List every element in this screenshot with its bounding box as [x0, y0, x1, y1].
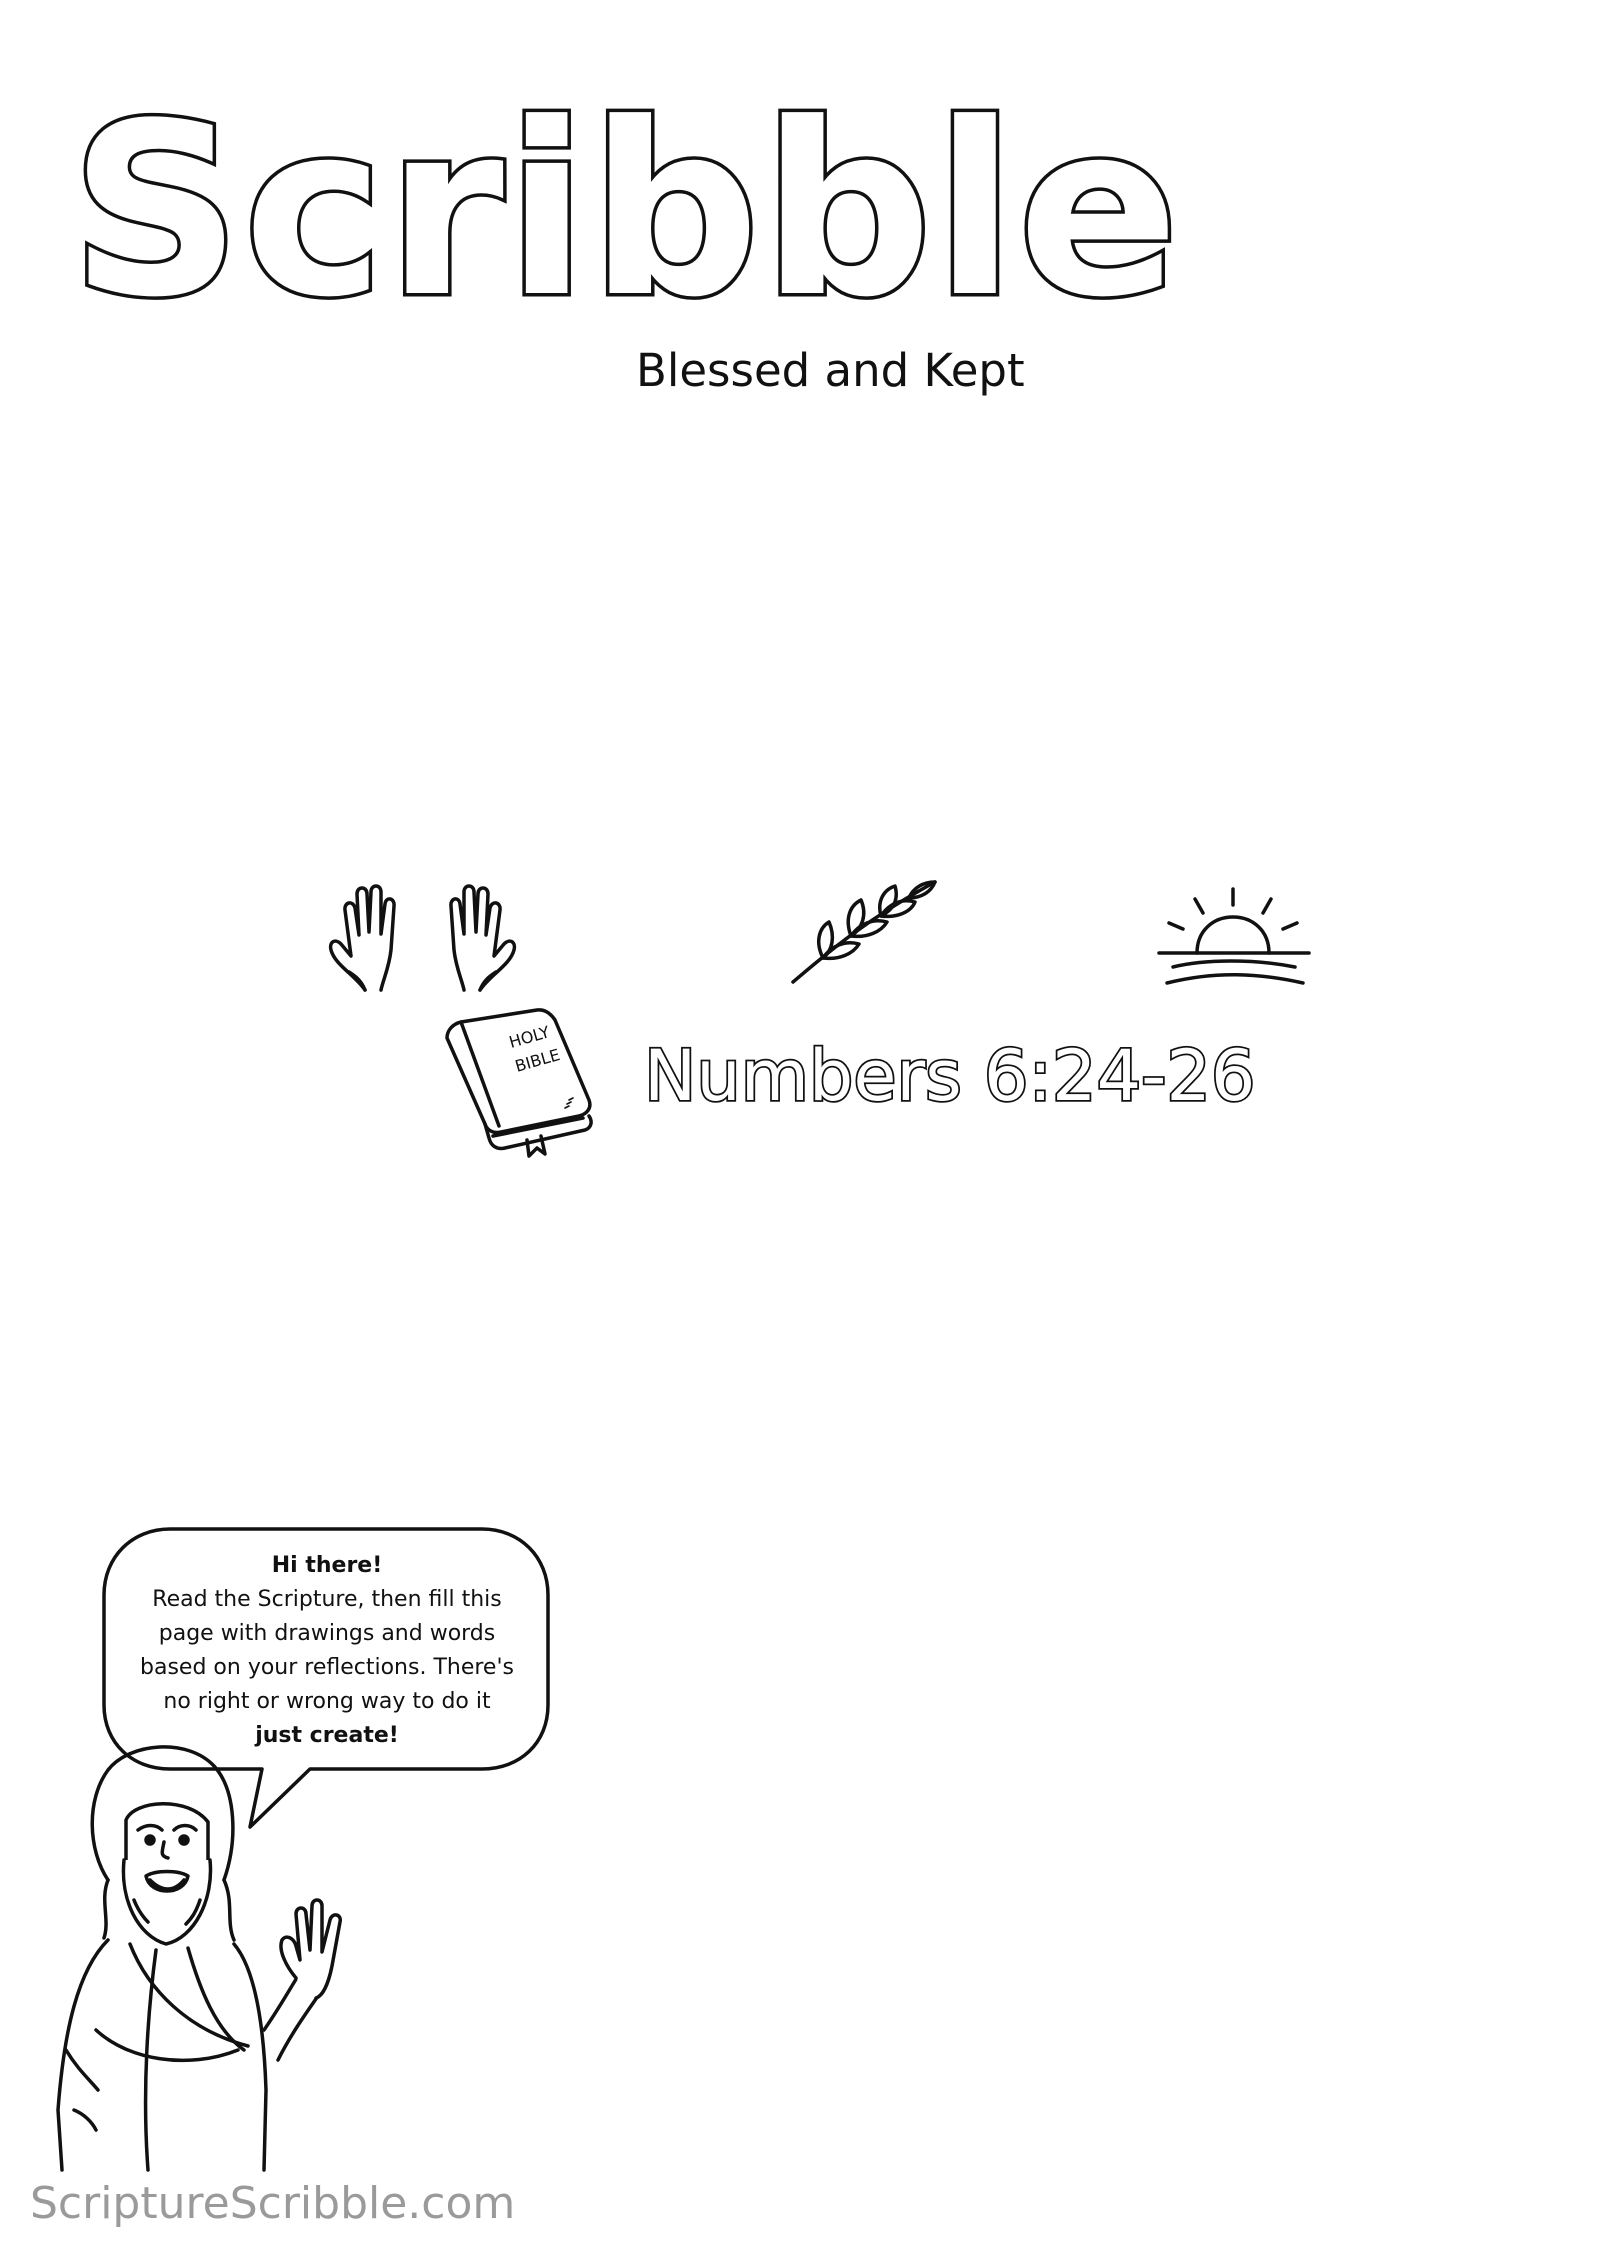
page-subtitle: Blessed and Kept: [636, 344, 1025, 397]
page-title: [62, 73, 1182, 350]
scripture-reference: [640, 1025, 1260, 1125]
olive-branch-icon: [785, 870, 945, 990]
bubble-greeting: Hi there!: [271, 1553, 383, 1578]
sunrise-icon: [1155, 885, 1313, 990]
bubble-line: page with drawings and words: [158, 1621, 496, 1646]
speech-bubble-text: [122, 1549, 532, 1753]
praying-hands-icon: [325, 880, 520, 995]
bubble-line: Read the Scripture, then fill this: [152, 1587, 502, 1612]
bubble-closing: just create!: [255, 1723, 399, 1748]
bible-label-line2: BIBLE: [512, 1044, 563, 1076]
holy-bible-icon: [437, 1008, 597, 1158]
bearded-man-illustration: [38, 1730, 398, 2180]
bubble-line: based on your reflections. There's: [140, 1655, 514, 1680]
scripture-reference-text: Numbers 6:24-26: [644, 1035, 1256, 1117]
page-title-text: Scribble: [70, 73, 1182, 350]
bubble-line: no right or wrong way to do it: [163, 1689, 491, 1714]
website-url[interactable]: ScriptureScribble.com: [30, 2178, 516, 2229]
bible-label-line1: HOLY: [506, 1022, 552, 1052]
